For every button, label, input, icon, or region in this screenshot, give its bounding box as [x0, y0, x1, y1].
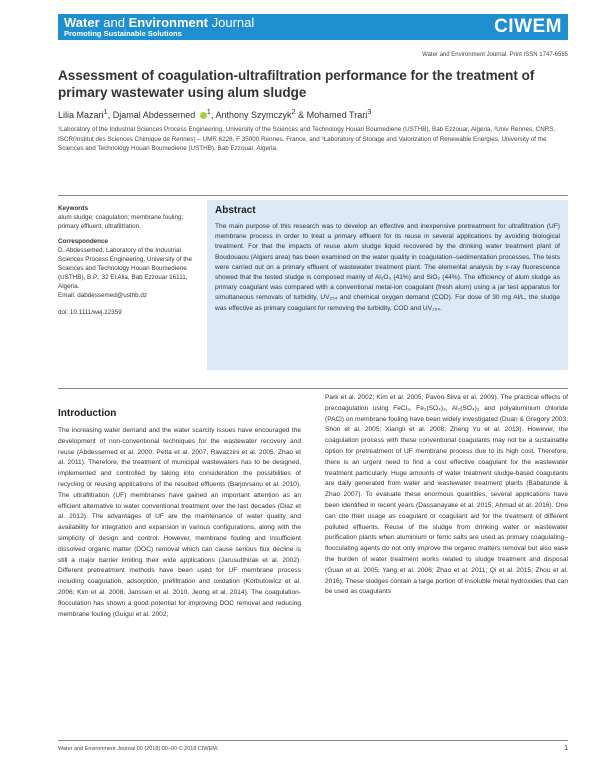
correspondence-email[interactable]: Email: dabdessemed@usthb.dz: [58, 292, 147, 299]
author-name: Anthony Szymczyk: [215, 110, 292, 120]
orcid-icon[interactable]: [200, 112, 207, 119]
introduction-heading: Introduction: [58, 408, 117, 419]
author-affiliation-mark: 2: [291, 107, 296, 116]
page-number: 1: [564, 745, 568, 752]
keywords-heading: Keywords: [58, 205, 89, 212]
article-sidebar: [58, 204, 198, 317]
correspondence-heading: Correspondence: [58, 238, 109, 245]
footer-citation: Water and Environment Journal 00 (2018) 00–00 © 2018 CIWEM.: [58, 746, 219, 752]
footer-divider: [58, 740, 568, 741]
body-column-right: Park et al. 2002; Kim et al. 2005; Pavon-Silva et al. 2009). The practical effects of precoagulation using FeCl₃, Fe₂(SO₄)₃, Al₂(SO₄)₃ and polyaluminum chloride (PACl) on membrane fouling have been widely investigated (Duan & Gregory 2003; Shon et al. 2005; Xiangli et al. 2008; Zheng Yu et al. 2013). However, the coagulation process with these conventional coagulants may not be a sustainable option for pretreatment of UF membrane process due to its high cost. Therefore, there is an urgent need to find a cost effective coagulant for the wastewater treatment particularly. Huge amounts of water treatment sludge-based coagulants are daily generated from water and wastewater treatment plants (Babatunde & Zhao 2007). To evaluate these enormous quantities, several applications have been identified in recent years (Dassanayake et al. 2015; Ahmad et al. 2016). One can cite their usage as coagulant or coagulant aid for the treatment of different polluted effluents. Reuse of the sludge from drinking water or wastewater purification plants when aluminium or ferric salts are used as primary coagulating–flocculating agents do not only improve the organic matters removal but also ease the burden of water treatment works related to sludge treatment and disposal (Guan et al. 2005; Yang et al. 2006; Zhao et al. 2011; Qi et al. 2015; Zhou et al. 2016). These sludges contain a large portion of insoluble metal hydroxides that can be used as coagulants: [325, 394, 568, 596]
divider: [58, 195, 568, 196]
article-title: Assessment of coagulation-ultrafiltration performance for the treatment of primary wastewater using alum sludge: [58, 68, 535, 100]
ciwem-logo: CIWEM: [494, 16, 562, 37]
author-name: Lilia Mazari: [58, 110, 104, 120]
author-affiliation-mark: 3: [367, 107, 372, 116]
author-list: Lilia Mazari$^1$, Djamal Abdessemed $^1$, Anthony Szymczyk$^2$ & Mohamed Trari$^3$: [58, 107, 372, 120]
correspondence-address: D. Abdessemed, Laboratory of the Industrial Sciences Process Engineering, University of the Sciences and Technology Houari Boumediene (USTHB), B.P., 32 El Alia, Bab Ezzouar 16111, Algeria.: [58, 247, 193, 290]
journal-name: Water and Environment Journal: [64, 15, 255, 30]
journal-banner: [58, 14, 568, 40]
abstract-box: [207, 200, 568, 370]
affiliations: ¹Laboratory of the Industrial Sciences Process Engineering, University of the Sciences and Technology Houari Boumediene (USTHB), Bab Ezzouar, Algeria, ²Univ Rennes, CNRS, ISCR(Institut des Sciences Chimique de Rennes) – UMR 6226, F 35000 Rennes, France, and ³Laboratory of Storage and Valorization of Renewable Energies, University of the Sciences and Technology Houari Boumediene (USTHB), Bab Ezzouar, Algeria.: [58, 126, 556, 152]
author-affiliation-mark: 1: [103, 107, 108, 116]
keywords: alum sludge; coagulation; membrane fouling; primary effluent; ultrafiltration.: [58, 214, 184, 230]
journal-tagline: Promoting Sustainable Solutions: [64, 29, 182, 38]
journal-issn-line: Water and Environment Journal. Print ISSN 1747-6585: [422, 52, 568, 58]
doi[interactable]: doi: 10.1111/wej.12359: [58, 309, 122, 316]
abstract-text: The main purpose of this research was to develop an effective and inexpensive pretreatment for ultrafiltration (UF) membrane process in order to treat a primary effluent for its reuse in several applications by avoiding biological treatment. For that the impacts of reuse alum sludge liquid recovered by the drinking water treatment plant of Boudouaou (Algiers area) has been examined on the water quality in coagulation–sedimentation processes. The tests were carried out on a primary effluent of wastewater treatment plant. The elemental analysis by x-ray fluorescence showed that the tested sludge is composed mainly of Al₂O₃ (41%) and SiO₂ (44%). The efficiency of alum sludge as primary coagulant was compared with a conventional metal-ion coagulant (fresh alum) using a jar test apparatus for simultaneous removals of turbidity, UV₂₅₄ and chemical oxygen demand (COD). For dose of 30 mg Al/L, the sludge was effective as primary coagulant for removing the turbidity, COD and UV₂₅₄.: [215, 223, 560, 312]
abstract-heading: Abstract: [215, 205, 256, 216]
author-affiliation-mark: 1: [206, 107, 211, 116]
author-name: Djamal Abdessemed: [112, 110, 196, 120]
body-column-left: The increasing water demand and the water scarcity issues have encouraged the development of non-conventional techniques for the wastewater recovery and reuse (Abdessemed et al. 2000; Petta et al. 2007, Ravazzini et al. 2005, Zhao et al. 2011). Therefore, the treatment of municipal wastewaters has to be designed, implemented and controlled by taking into consideration the possibilities of recycling or reusing applications of the resulted effluents (Barjovsanu et al. 2010). The ultrafiltration (UF) membranes have gained an important attention as an efficient alternative to water conventional treatment over the last decades (Diaz et al. 2012). The advantages of UF are the maintenance of water quality and availability for integration and expansion in various configurations, along with the simplicity of design and control. However, membrane fouling and insufficient dissolved organic matter (DOC) removal which can cause serious flux decline is still a major barrier limiting their wide applications (Jarusutthirak et al. 2002). Different pretreatment methods have been used for UF membrane process including coagulation, adsorption, prefiltration and oxidation (Korbutowicz et al. 2006; Kim et al. 2008, Janssen et al. 2010, Jeong et al. 2014). The coagulation-flocculation has shown a good potential for improving DOC removal and reducing membrane fouling (Guigui et al. 2002;: [58, 427, 301, 618]
author-name: Mohamed Trari: [306, 110, 368, 120]
